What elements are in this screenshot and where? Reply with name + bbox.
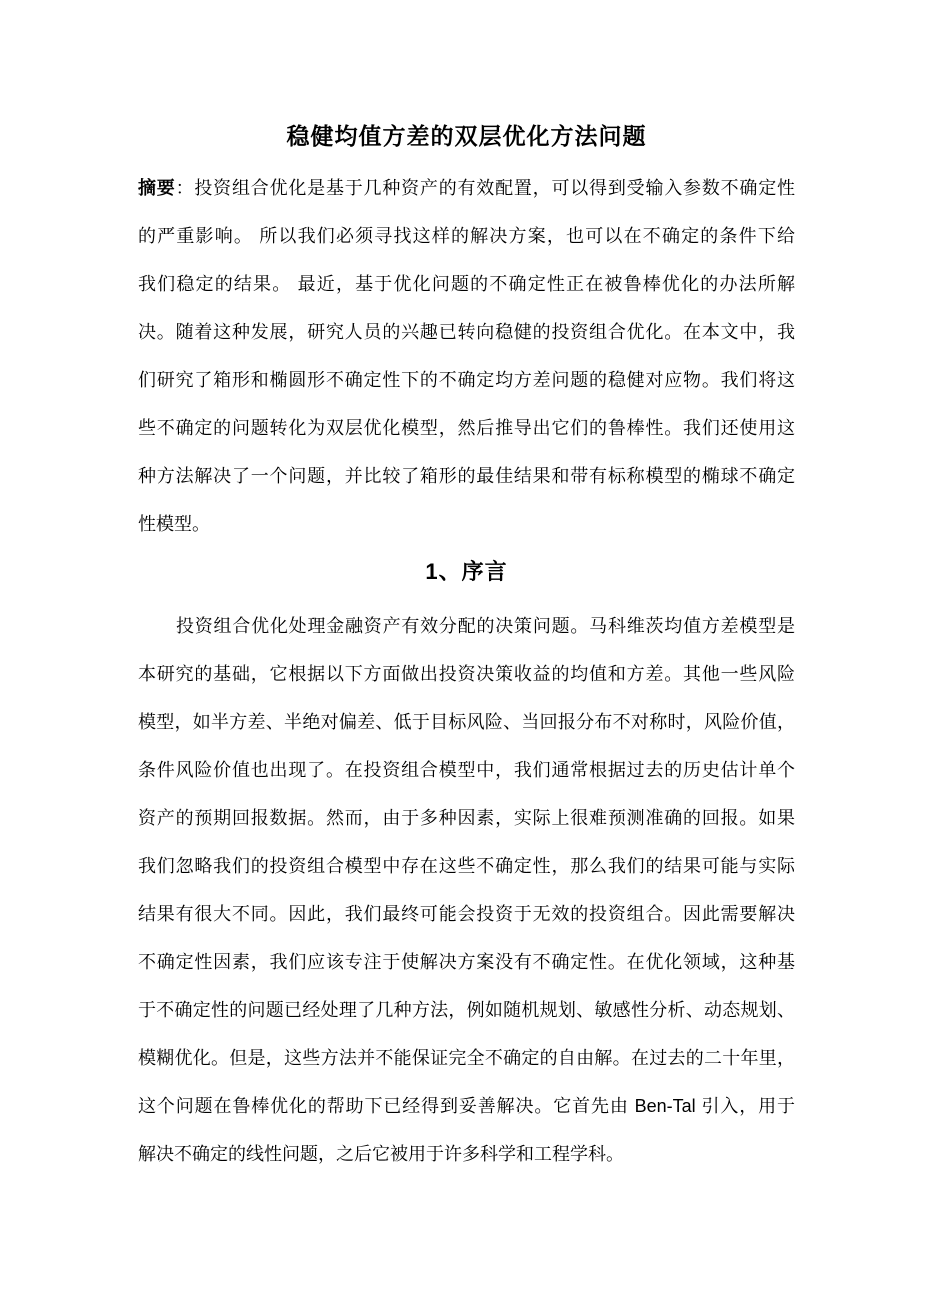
abstract-paragraph xyxy=(138,164,795,548)
document-title: 稳健均值方差的双层优化方法问题 xyxy=(286,123,647,149)
body-line: 投资组合优化处理金融资产有效分配的决策问题。马科维茨均值方差模型是 xyxy=(176,616,795,636)
body-line: 结果有很大不同。因此，我们最终可能会投资于无效的投资组合。因此需要解决 xyxy=(138,904,795,924)
abstract-line-text: ：投资组合优化是基于几种资产的有效配置，可以得到受输入参数不确定性 xyxy=(175,178,795,198)
abstract-line: 决。随着这种发展，研究人员的兴趣已转向稳健的投资组合优化。在本文中，我 xyxy=(138,322,795,342)
abstract-line: 我们稳定的结果。 最近，基于优化问题的不确定性正在被鲁棒优化的办法所解 xyxy=(138,274,795,294)
body-line: 模型，如半方差、半绝对偏差、低于目标风险、当回报分布不对称时，风险价值， xyxy=(138,712,795,732)
abstract-line: 的严重影响。 所以我们必须寻找这样的解决方案，也可以在不确定的条件下给 xyxy=(138,226,795,246)
document-content xyxy=(138,0,795,1178)
body-line: 于不确定性的问题已经处理了几种方法，例如随机规划、敏感性分析、动态规划、 xyxy=(138,1000,795,1020)
introduction-paragraph xyxy=(138,602,795,1178)
abstract-line xyxy=(138,164,795,212)
abstract-line: 们研究了箱形和椭圆形不确定性下的不确定均方差问题的稳健对应物。我们将这 xyxy=(138,370,795,390)
body-line: 模糊优化。但是，这些方法并不能保证完全不确定的自由解。在过去的二十年里， xyxy=(138,1048,795,1068)
abstract-line: 性模型。 xyxy=(138,514,210,534)
section-heading-preface: 1、序言 xyxy=(425,559,508,584)
body-line: 本研究的基础，它根据以下方面做出投资决策收益的均值和方差。其他一些风险 xyxy=(138,664,795,684)
body-line: 这个问题在鲁棒优化的帮助下已经得到妥善解决。它首先由 Ben-Tal 引入，用于 xyxy=(138,1096,795,1116)
abstract-line: 些不确定的问题转化为双层优化模型，然后推导出它们的鲁棒性。我们还使用这 xyxy=(138,418,795,438)
body-line: 解决不确定的线性问题，之后它被用于许多科学和工程学科。 xyxy=(138,1144,624,1164)
body-line: 不确定性因素，我们应该专注于使解决方案没有不确定性。在优化领域，这种基 xyxy=(138,952,795,972)
body-line: 资产的预期回报数据。然而，由于多种因素，实际上很难预测准确的回报。如果 xyxy=(138,808,795,828)
body-line: 我们忽略我们的投资组合模型中存在这些不确定性，那么我们的结果可能与实际 xyxy=(138,856,795,876)
abstract-line: 种方法解决了一个问题，并比较了箱形的最佳结果和带有标称模型的椭球不确定 xyxy=(138,466,795,486)
abstract-label: 摘要 xyxy=(138,178,176,198)
body-line: 条件风险价值也出现了。在投资组合模型中，我们通常根据过去的历史估计单个 xyxy=(138,760,795,780)
